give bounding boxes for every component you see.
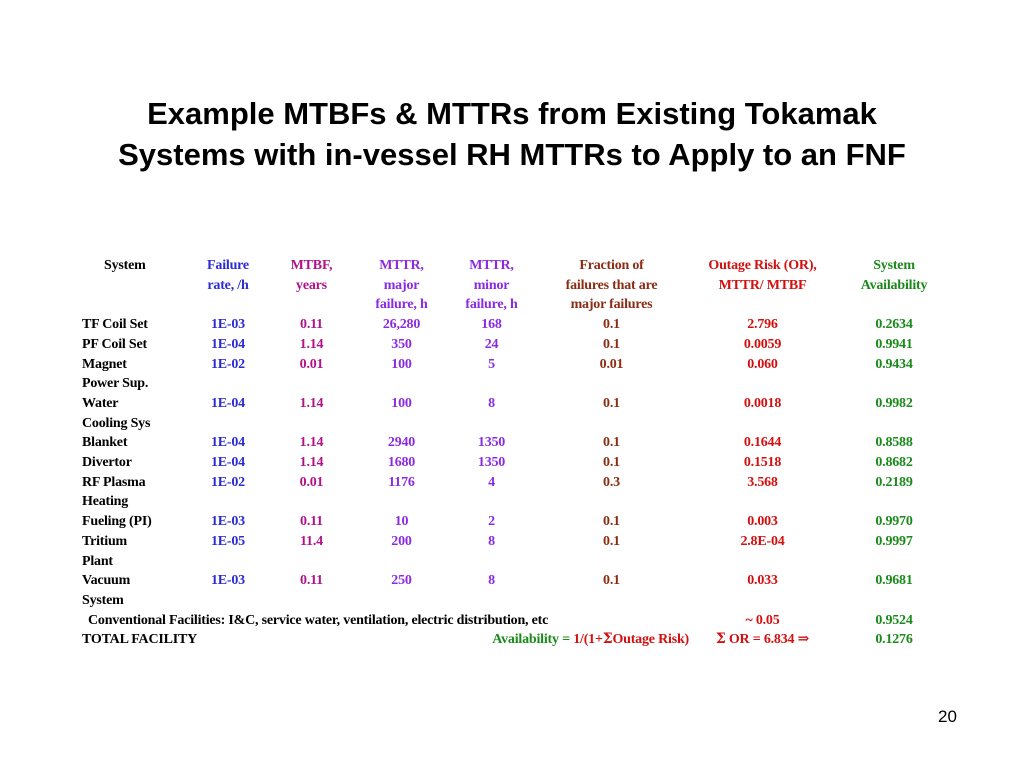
formula-prefix: Availability =: [492, 632, 574, 648]
availability-cell: 0.2634: [875, 317, 913, 333]
slide-title: [40, 93, 984, 175]
mttr-major-cell: 100: [391, 395, 412, 411]
total-availability: 0.1276: [875, 632, 913, 648]
total-outage: [689, 630, 836, 650]
availability-cell: 0.9681: [875, 573, 913, 589]
table-row: [82, 335, 952, 355]
header-failure-rate: Failure rate, /h: [207, 258, 249, 293]
failure-rate-cell: 1E-03: [210, 514, 245, 530]
failure-rate-cell: 1E-03: [210, 573, 245, 589]
failure-rate-cell: 1E-04: [210, 435, 245, 451]
fraction-major-cell: 0.1: [603, 573, 620, 589]
mttr-major-cell: 350: [391, 336, 412, 352]
table-body: [82, 315, 952, 611]
fraction-major-cell: 0.1: [603, 317, 620, 333]
mttr-minor-cell: 24: [484, 336, 499, 352]
formula-end: Outage Risk): [612, 632, 689, 648]
mttr-minor-cell: 1350: [477, 455, 506, 471]
outage-risk-cell: 2.796: [747, 317, 778, 333]
mtbf-cell: 0.11: [300, 317, 323, 333]
header-fraction-major: Fraction of failures that are major failures: [565, 258, 658, 313]
system-name-line: Fueling (PI): [82, 514, 152, 530]
mtbf-cell: 0.01: [299, 474, 324, 490]
system-name-line: Magnet: [82, 356, 127, 372]
mttr-minor-cell: 168: [481, 317, 502, 333]
failure-rate-cell: 1E-03: [210, 317, 245, 333]
table-row: [82, 394, 952, 433]
mttr-minor-cell: 5: [488, 356, 495, 372]
mtbf-cell: 1.14: [299, 435, 324, 451]
system-name: [82, 394, 187, 433]
availability-cell: 0.9941: [875, 336, 913, 352]
fraction-major-cell: 0.1: [603, 533, 620, 549]
system-name-line: Blanket: [82, 435, 128, 451]
system-name-line: Heating: [82, 494, 129, 510]
mttr-minor-cell: 8: [488, 533, 495, 549]
mttr-major-cell: 10: [394, 514, 409, 530]
header-system: System: [104, 258, 146, 273]
outage-risk-cell: 2.8E-04: [740, 533, 785, 549]
fraction-major-cell: 0.1: [603, 336, 620, 352]
system-name-line: Divertor: [82, 455, 132, 471]
mtbf-cell: 0.11: [300, 573, 323, 589]
table-row: [82, 473, 952, 512]
mttr-major-cell: 250: [391, 573, 412, 589]
system-name-line: Cooling Sys: [82, 415, 151, 431]
failure-rate-cell: 1E-02: [210, 356, 245, 372]
outage-risk-cell: 0.0018: [743, 395, 782, 411]
availability-cell: 0.8682: [875, 455, 913, 471]
availability-cell: 0.9982: [875, 395, 913, 411]
table-row: [82, 571, 952, 610]
failure-rate-cell: 1E-05: [210, 533, 245, 549]
conventional-facilities-row: [82, 611, 952, 631]
implies-arrow-icon: ⇒: [797, 631, 810, 648]
system-name: [82, 532, 187, 571]
mtbf-cell: 1.14: [299, 455, 324, 471]
table-row: [82, 355, 952, 394]
mtbf-cell: 0.01: [299, 356, 324, 372]
total-outage-sigma: Σ: [715, 631, 726, 648]
header-availability: System Availability: [860, 258, 928, 293]
fraction-major-cell: 0.1: [603, 395, 620, 411]
mttr-major-cell: 26,280: [382, 317, 421, 333]
conventional-outage: ~ 0.05: [745, 612, 780, 628]
system-name-line: Vacuum: [82, 573, 131, 589]
failure-rate-cell: 1E-04: [210, 395, 245, 411]
table-row: [82, 315, 952, 335]
page-number: 20: [938, 707, 957, 726]
fraction-major-cell: 0.1: [603, 435, 620, 451]
availability-table-container: [82, 256, 962, 650]
outage-risk-cell: 0.003: [747, 514, 778, 530]
system-name-line: TF Coil Set: [82, 317, 148, 333]
failure-rate-cell: 1E-04: [210, 455, 245, 471]
conventional-facilities-label: Conventional Facilities: I&C, service water, ventilation, electric distribution, etc: [88, 612, 549, 628]
fraction-major-cell: 0.01: [599, 356, 624, 372]
system-name: [82, 453, 187, 473]
mttr-major-cell: 1680: [387, 455, 416, 471]
system-name-line: Plant: [82, 553, 113, 569]
system-name: [82, 335, 187, 355]
outage-risk-cell: 0.1518: [743, 455, 782, 471]
fraction-major-cell: 0.3: [603, 474, 620, 490]
mttr-minor-cell: 8: [488, 573, 495, 589]
system-name-line: System: [82, 592, 124, 608]
outage-risk-cell: 3.568: [747, 474, 778, 490]
system-name: [82, 433, 187, 453]
mttr-minor-cell: 4: [488, 474, 495, 490]
header-mttr-minor: MTTR, minor failure, h: [465, 258, 518, 313]
availability-cell: 0.8588: [875, 435, 913, 451]
system-name: [82, 315, 187, 335]
availability-cell: 0.9434: [875, 356, 913, 372]
total-outage-text: OR = 6.834: [728, 632, 795, 648]
formula-red-part: 1/(1+: [573, 632, 603, 648]
fraction-major-cell: 0.1: [603, 455, 620, 471]
availability-cell: 0.9997: [875, 533, 913, 549]
formula-sigma: Σ: [602, 631, 613, 648]
fraction-major-cell: 0.1: [603, 514, 620, 530]
outage-risk-cell: 0.0059: [743, 336, 782, 352]
failure-rate-cell: 1E-02: [210, 474, 245, 490]
table-header-row: [82, 256, 952, 315]
mttr-minor-cell: 2: [488, 514, 495, 530]
table-row: [82, 433, 952, 453]
availability-cell: 0.2189: [875, 474, 913, 490]
system-name-line: Power Sup.: [82, 376, 149, 392]
mtbf-cell: 1.14: [299, 336, 324, 352]
mttr-minor-cell: 8: [488, 395, 495, 411]
system-name-line: PF Coil Set: [82, 336, 147, 352]
mttr-major-cell: 1176: [388, 474, 415, 490]
mttr-major-cell: 100: [391, 356, 412, 372]
total-facility-label: TOTAL FACILITY: [82, 632, 198, 648]
system-name-line: Tritium: [82, 533, 128, 549]
header-outage-risk: Outage Risk (OR), MTTR/ MTBF: [708, 258, 817, 293]
outage-risk-cell: 0.1644: [743, 435, 782, 451]
table-row: [82, 512, 952, 532]
availability-cell: 0.9970: [875, 514, 913, 530]
mtbf-cell: 1.14: [299, 395, 324, 411]
system-name: [82, 473, 187, 512]
conventional-availability: 0.9524: [875, 612, 913, 628]
system-name: [82, 512, 187, 532]
system-name: [82, 355, 187, 394]
mttr-major-cell: 200: [391, 533, 412, 549]
slide-title-line-1: Example MTBFs & MTTRs from Existing Tokamak: [147, 96, 877, 131]
header-mtbf: MTBF, years: [290, 258, 333, 293]
availability-formula: [354, 630, 689, 650]
mtbf-cell: 0.11: [300, 514, 323, 530]
table-row: [82, 453, 952, 473]
system-name-line: RF Plasma: [82, 474, 146, 490]
outage-risk-cell: 0.060: [747, 356, 778, 372]
outage-risk-cell: 0.033: [747, 573, 778, 589]
availability-table: [82, 256, 952, 650]
mttr-major-cell: 2940: [387, 435, 416, 451]
failure-rate-cell: 1E-04: [210, 336, 245, 352]
mtbf-cell: 11.4: [300, 533, 323, 549]
slide-title-line-2: Systems with in-vessel RH MTTRs to Apply to an FNF: [118, 137, 906, 172]
system-name-line: Water: [82, 395, 119, 411]
total-facility-row: [82, 630, 952, 650]
mttr-minor-cell: 1350: [477, 435, 506, 451]
table-row: [82, 532, 952, 571]
header-mttr-major: MTTR, major failure, h: [375, 258, 428, 313]
system-name: [82, 571, 187, 610]
